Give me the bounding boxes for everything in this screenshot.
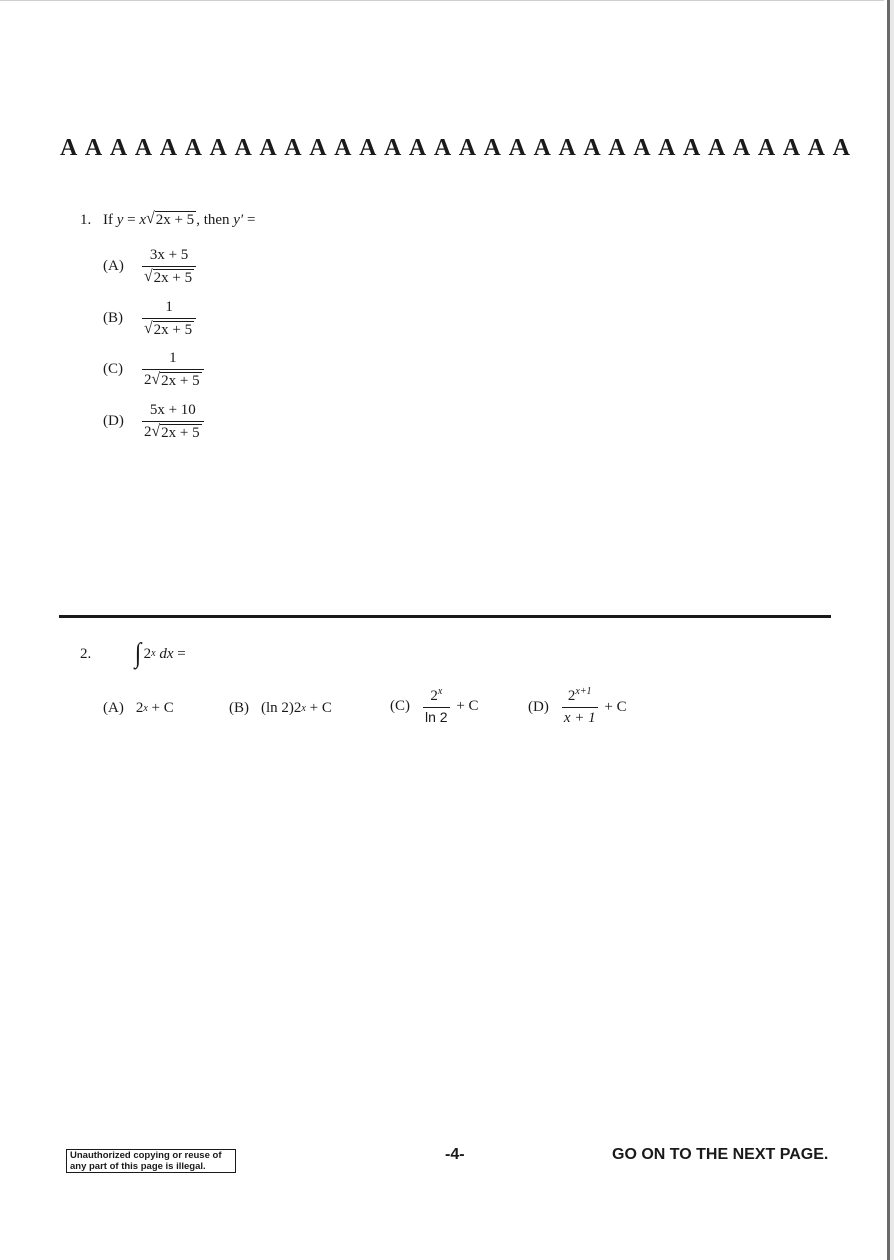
choice-exponent: x: [301, 702, 306, 714]
sqrt-expression: [151, 369, 202, 390]
radical-sign-icon: √: [151, 369, 161, 388]
page-top-edge: [0, 0, 884, 1]
fraction-numerator: 3x + 5: [149, 247, 189, 263]
radicand: 2x + 5: [161, 424, 200, 441]
sqrt-expression: [146, 211, 196, 229]
stem-end: =: [173, 645, 186, 662]
choice-rest: + C: [600, 698, 627, 715]
banner-letter: A: [608, 134, 626, 161]
numerator-exponent: x+1: [575, 686, 592, 697]
banner-letter: A: [508, 134, 526, 161]
radical-sign-icon: √: [144, 318, 153, 337]
fraction-denominator: [142, 266, 196, 287]
fraction-numerator: [566, 688, 594, 707]
fraction-numerator: 1: [165, 299, 173, 315]
stem-if: If: [103, 211, 113, 228]
radicand: 2x + 5: [153, 321, 193, 338]
radical-sign-icon: √: [144, 266, 153, 285]
choice-label: (B): [229, 700, 249, 716]
stem-x: x: [139, 211, 147, 228]
radicand: 2x + 5: [153, 269, 193, 286]
numerator-base: 2: [430, 688, 438, 704]
q1-choice-a[interactable]: [103, 247, 199, 287]
question-2-stem: [80, 640, 186, 668]
next-page-instruction: GO ON TO THE NEXT PAGE.: [612, 1146, 829, 1163]
fraction-denominator: [142, 318, 196, 339]
radicand: 2x + 5: [161, 372, 200, 389]
stem-then: , then: [196, 211, 230, 228]
banner-letter: A: [782, 134, 801, 161]
radicand: 2x + 5: [155, 212, 195, 228]
choice-label: (D): [103, 413, 124, 430]
page-right-edge: [884, 0, 894, 1260]
banner-letter: A: [583, 134, 601, 161]
banner-letter: A: [334, 134, 352, 161]
radical-sign-icon: √: [146, 209, 155, 228]
choice-rest: + C: [147, 700, 174, 716]
choice-label: (C): [103, 361, 123, 378]
choice-fraction: [142, 247, 196, 287]
banner-letter: A: [408, 134, 427, 161]
banner-letter: A: [732, 134, 751, 161]
integral-sign-icon: ∫: [134, 638, 142, 669]
choice-exponent: x: [143, 702, 148, 714]
choice-label: (A): [103, 258, 124, 275]
question-number: 2.: [80, 645, 92, 662]
integrand-exponent: x: [151, 648, 156, 659]
banner-letter: A: [533, 134, 551, 161]
numerator-exponent: x: [437, 686, 443, 697]
fraction-numerator: 5x + 10: [149, 402, 196, 418]
choice-rest: + C: [452, 697, 479, 714]
banner-letter: A: [832, 134, 850, 161]
page-number: -4-: [445, 1146, 465, 1163]
banner-letter: A: [433, 134, 452, 161]
banner-letter: A: [558, 134, 576, 161]
banner-letter: A: [359, 134, 377, 161]
banner-letter: A: [284, 134, 302, 161]
copyright-notice: [66, 1149, 236, 1173]
fraction-denominator: x + 1: [562, 707, 598, 727]
banner-letter: A: [134, 134, 153, 161]
stem-lhs: y: [116, 211, 124, 228]
stem-yprime: y′: [233, 211, 244, 228]
q2-choice-c[interactable]: [390, 688, 479, 725]
sqrt-expression: [144, 266, 194, 287]
numerator-base: 2: [567, 688, 576, 704]
choice-fraction: [142, 299, 196, 339]
banner-letter: A: [658, 134, 676, 161]
sqrt-expression: [151, 421, 202, 442]
banner-letter: A: [807, 134, 825, 161]
question-2: [80, 640, 186, 668]
banner-letter: A: [309, 134, 327, 161]
fraction-numerator: [428, 688, 444, 707]
fraction-denominator: [142, 421, 204, 442]
notice-line-2: any part of this page is illegal.: [70, 1160, 206, 1172]
sqrt-expression: [144, 318, 194, 339]
choice-rest: + C: [305, 700, 332, 716]
choice-base: 2: [135, 700, 144, 716]
q2-choice-d[interactable]: [528, 688, 627, 726]
choice-label: (B): [103, 310, 123, 327]
q2-choice-a[interactable]: [103, 700, 174, 717]
q1-choice-d[interactable]: [103, 402, 207, 442]
differential: dx: [159, 645, 174, 662]
banner-letter: A: [483, 134, 502, 161]
banner-letter: A: [707, 134, 726, 161]
radical-sign-icon: √: [151, 421, 161, 440]
choice-fraction: [142, 402, 204, 442]
banner-letter: A: [757, 134, 776, 161]
banner-letter: A: [683, 134, 701, 161]
choice-fraction: [562, 688, 598, 726]
banner-letter: A: [60, 134, 78, 161]
fraction-denominator: [142, 369, 204, 390]
banner-letter: A: [109, 134, 128, 161]
q1-choice-c[interactable]: [103, 350, 207, 390]
banner-letter: A: [84, 134, 103, 161]
choice-label: (D): [528, 698, 549, 715]
stem-end: =: [243, 211, 256, 228]
banner-letter: A: [259, 134, 277, 161]
banner-letter: A: [234, 134, 252, 161]
choice-base: (ln 2)2: [261, 700, 302, 716]
banner-letter: A: [209, 134, 227, 161]
question-divider: [59, 615, 831, 618]
banner-letter: A: [633, 134, 651, 161]
choice-label: (A): [103, 700, 124, 716]
fraction-numerator: 1: [169, 350, 177, 366]
q1-choice-b[interactable]: [103, 299, 199, 339]
denominator-coefficient: 2: [144, 423, 152, 440]
choice-fraction: [142, 350, 204, 390]
notice-line-1: Unauthorized copying or reuse of: [70, 1150, 222, 1161]
q2-choice-b[interactable]: [229, 700, 332, 717]
denominator-coefficient: 2: [144, 371, 152, 388]
question-number: 1.: [80, 211, 92, 228]
banner-letter: A: [159, 134, 178, 161]
integrand-base: 2: [143, 645, 152, 662]
stem-equals: =: [123, 211, 140, 228]
fraction-denominator: ln 2: [425, 708, 448, 725]
choice-label: (C): [390, 697, 410, 714]
section-banner: [60, 131, 850, 165]
question-1: [80, 211, 255, 229]
question-1-stem: [80, 211, 255, 229]
choice-fraction: [423, 688, 450, 725]
banner-letter: A: [184, 134, 202, 161]
banner-letter: A: [458, 134, 477, 161]
banner-letter: A: [383, 134, 402, 161]
